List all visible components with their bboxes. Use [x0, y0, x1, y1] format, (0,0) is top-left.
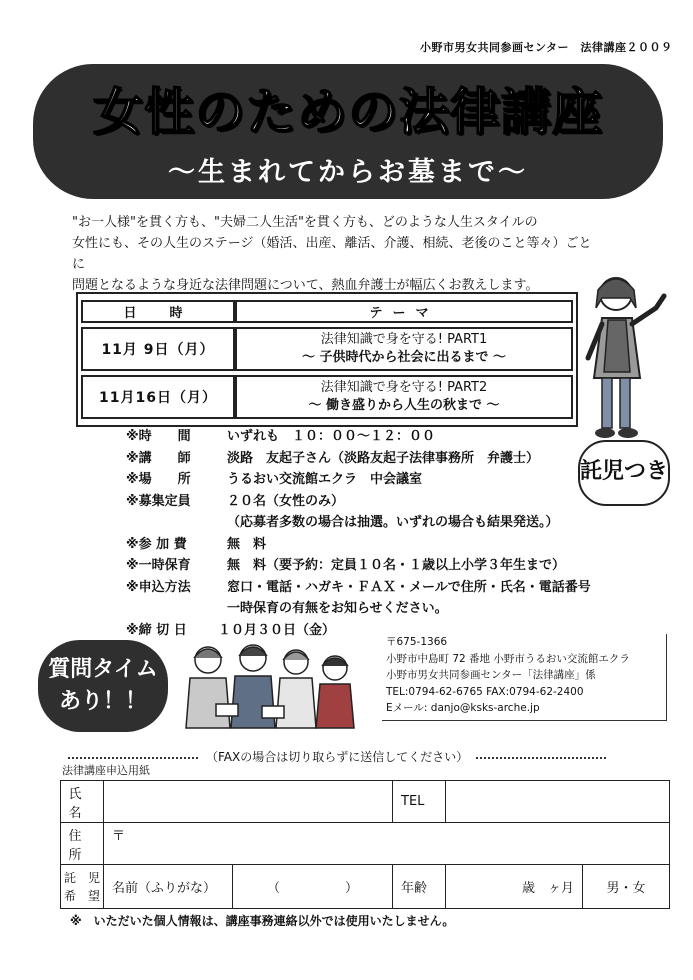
dotted-line	[476, 757, 606, 759]
title-banner	[33, 64, 663, 199]
schedule-row	[81, 375, 573, 419]
schedule-row	[81, 327, 573, 371]
page-subtitle: ～生まれてからお墓まで～	[168, 157, 528, 188]
time-label: ※時 間	[126, 429, 191, 444]
contact-block	[382, 634, 667, 721]
schedule-theme-cell	[235, 327, 573, 371]
schedule-header-theme: テーマ	[235, 300, 573, 323]
age-label: 年齢	[393, 865, 446, 909]
address-label: 住所	[61, 823, 104, 865]
event-info	[126, 425, 591, 640]
schedule-table	[76, 292, 578, 427]
gender-field[interactable]: 男・女	[583, 865, 670, 909]
lecturer-label: ※講 師	[126, 450, 191, 466]
deadline-value: １０月３０日（金）	[218, 622, 336, 638]
place-value: うるおい交流館エクラ 中会議室	[227, 472, 423, 487]
contact-email: Eメール: danjo@ksks-arche.jp	[386, 702, 540, 714]
place-label: ※場 所	[126, 472, 191, 487]
schedule-theme-cell	[235, 375, 573, 419]
child-name-field[interactable]	[233, 865, 393, 909]
cut-line	[60, 748, 680, 765]
schedule-theme: 法律知識で身を守る! PART1	[320, 332, 488, 347]
tel-label: TEL	[393, 781, 446, 823]
deadline-label: ※締 切 日	[126, 622, 187, 638]
schedule-date: 11月16日（月）	[81, 375, 235, 419]
cut-note: （FAXの場合は切り取らずに送信してください）	[206, 750, 469, 764]
presenter-illustration	[578, 268, 670, 443]
childcare-request-label	[61, 865, 104, 909]
schedule-detail: ～ 働き盛りから人生の秋まで ～	[308, 398, 500, 413]
contact-dept: 小野市男女共同参画センター「法律講座」係	[386, 669, 596, 681]
apply-note: 一時保育の有無をお知らせください。	[227, 601, 448, 616]
childcare-bubble: 託児つき	[578, 440, 670, 506]
furigana-paren: （ ）	[266, 881, 358, 896]
fee-value: 無 料	[227, 536, 267, 552]
intro-line: 問題となるような身近な法律問題について、熱血弁護士が幅広くお教えします。	[72, 278, 539, 293]
childcare-label-line: 託 児	[63, 870, 100, 885]
organization-header: 小野市男女共同参画センター 法律講座２００９	[420, 41, 673, 54]
contact-phone: TEL:0794-62-6765 FAX:0794-62-2400	[386, 685, 584, 698]
address-field[interactable]	[104, 823, 670, 865]
age-field[interactable]: 歳 ヶ月	[446, 865, 583, 909]
schedule-date: 11月 9日（月）	[81, 327, 235, 371]
privacy-note: ※ いただいた個人情報は、講座事務連絡以外では使用いたしません。	[70, 914, 455, 928]
intro-line: "お一人様"を貫く方も、"夫婦二人生活"を貫く方も、どのような人生スタイルの	[72, 215, 538, 230]
lecturer-value: 淡路 友起子さん（淡路友起子法律事務所 弁護士）	[227, 450, 540, 466]
capacity-label: ※募集定員	[126, 493, 191, 509]
schedule-header-date: 日 時	[81, 300, 235, 323]
schedule-detail: ～ 子供時代から社会に出るまで ～	[301, 350, 507, 365]
tel-field[interactable]	[446, 781, 670, 823]
fee-label: ※参 加 費	[126, 536, 187, 552]
question-time-bubble	[38, 640, 168, 732]
childcare-label-line: 希 望	[63, 888, 100, 903]
intro-line: 女性にも、その人生のステージ（婚活、出産、離活、介護、相続、老後のこと等々）ごとに	[72, 236, 592, 272]
name-field[interactable]	[104, 781, 393, 823]
childcare-value: 無 料（要予約：定員１０名・１歳以上小学３年生まで）	[227, 558, 566, 573]
childcare-label: ※一時保育	[126, 558, 191, 573]
page-title: 女性のための法律講座	[93, 83, 603, 141]
intro-text	[72, 212, 592, 296]
name-label: 氏名	[61, 781, 104, 823]
schedule-theme: 法律知識で身を守る! PART2	[320, 380, 488, 395]
apply-label: ※申込方法	[126, 579, 191, 595]
question-line: 質問タイム	[48, 657, 158, 682]
question-line: あり！！	[58, 689, 147, 714]
child-name-label: 名前（ふりがな）	[104, 865, 233, 909]
dotted-line	[68, 757, 198, 759]
form-title: 法律講座申込用紙	[62, 764, 150, 777]
time-value: いずれも １０：００～１２：００	[227, 429, 436, 444]
contact-address: 小野市中島町 72 番地 小野市うるおい交流館エクラ	[386, 652, 630, 665]
capacity-note: （応募者多数の場合は抽選。いずれの場合も結果発送。）	[227, 515, 559, 530]
audience-illustration	[178, 638, 358, 730]
zip-mark: 〒	[112, 829, 126, 844]
capacity-value: ２０名（女性のみ）	[227, 493, 345, 509]
apply-value: 窓口・電話・ハガキ・ＦＡＸ・メールで住所・氏名・電話番号	[227, 579, 591, 595]
contact-zip: 〒675-1366	[386, 636, 448, 648]
application-form	[60, 780, 670, 909]
